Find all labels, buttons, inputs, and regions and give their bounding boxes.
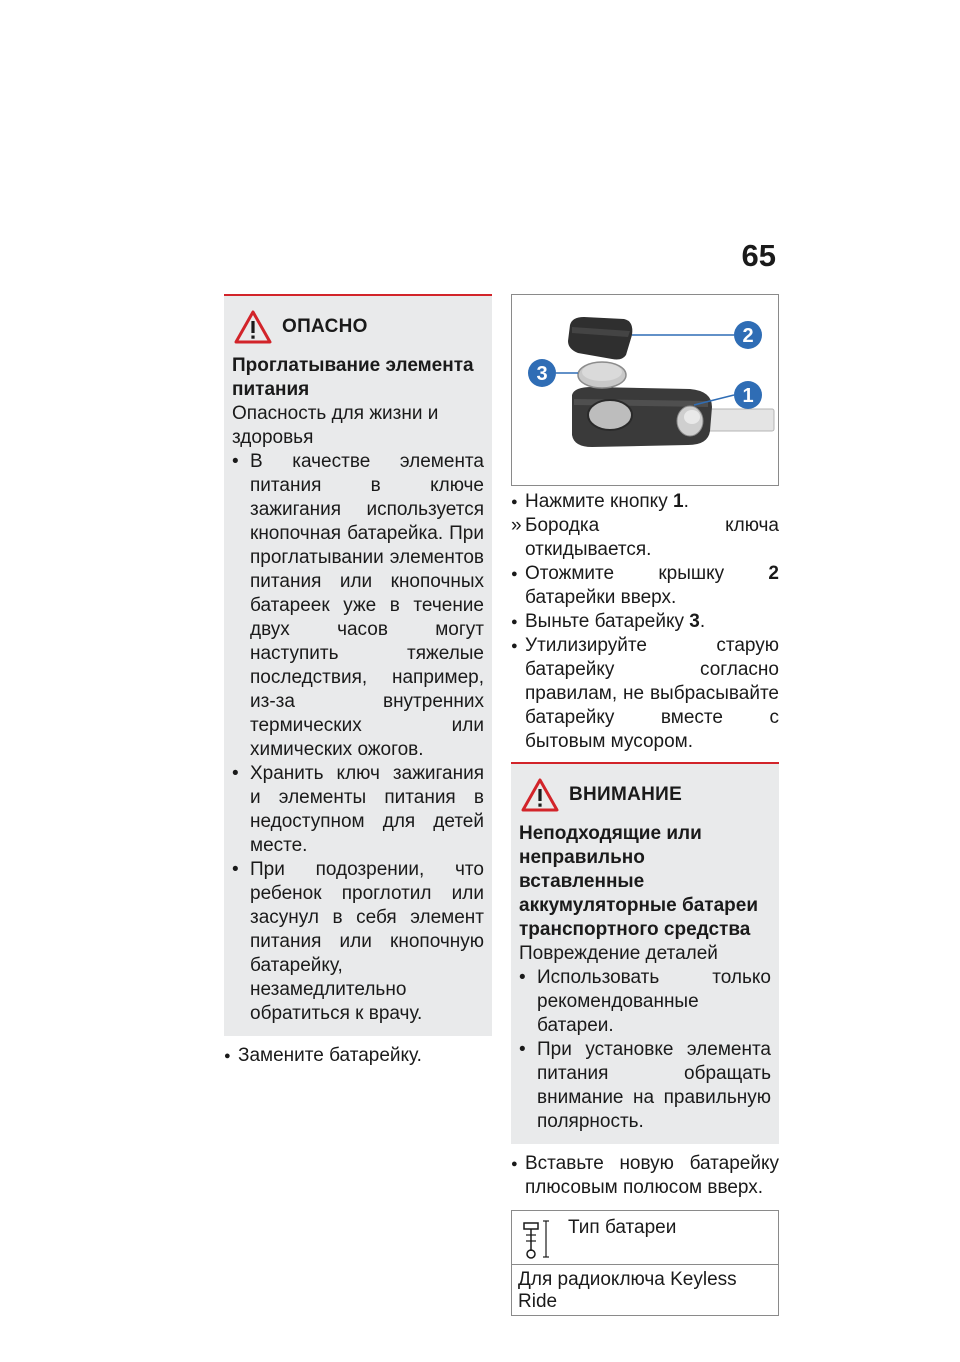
callout-3: 3 (536, 363, 548, 385)
caution-list (519, 966, 771, 1134)
caution-title: ВНИМАНИЕ (569, 784, 683, 805)
spec-value: Для радиоключа Keyless Ride (518, 1269, 737, 1312)
step-item: ● Замените батарейку. (224, 1044, 492, 1068)
right-steps (511, 490, 779, 754)
final-steps (511, 1152, 779, 1200)
caution-header (519, 778, 771, 812)
list-item: • Хранить ключ зажигания и элементы питания в недоступном для детей месте. (232, 762, 484, 858)
result-item: » Бородка ключа откидывается. (511, 514, 779, 562)
page-number: 65 (741, 238, 776, 273)
spec-label: Тип батареи (568, 1217, 677, 1238)
step-item: ● Выньте батарейку 3. (511, 610, 779, 634)
left-steps (224, 1044, 492, 1068)
list-item: • В качестве элемента питания в ключе зажигания используется кнопочная батарейка. При проглатывании элементов питания или кнопочных батареек уже в течение двух часов могут наступить тяжелые последствия, например, из-за внутренних термических или химических ожогов. (232, 450, 484, 762)
step-item: ● Вставьте новую батарейку плюсовым полюсом вверх. (511, 1152, 779, 1200)
key-battery-diagram (511, 294, 779, 486)
danger-title: ОПАСНО (282, 316, 368, 337)
caution-subtitle: Неподходящие или неправильно вставленные аккумуляторные батареи транспортного средства (519, 823, 759, 940)
warning-triangle-icon (521, 778, 559, 812)
caution-box (511, 762, 779, 1144)
battery-spec-table (511, 1210, 779, 1316)
step-item: ● Нажмите кнопку 1. (511, 490, 779, 514)
left-column (224, 294, 492, 1068)
spec-header (512, 1211, 778, 1265)
danger-header (232, 310, 484, 344)
step-item: ● Утилизируйте старую батарейку согласно правилам, не выбрасывайте батарейку вместе с бытовым мусором. (511, 634, 779, 754)
step-item: ● Отожмите крышку 2 батарейки вверх. (511, 562, 779, 610)
caution-description: Повреждение деталей (519, 943, 718, 964)
battery-type-icon (520, 1217, 554, 1261)
danger-subtitle: Проглатывание элемента питания (232, 355, 474, 400)
callout-2: 2 (742, 325, 754, 347)
list-item: • При подозрении, что ребенок проглотил или засунул в себя элемент питания или кнопочную батарейку, незамедлительно обратиться к врачу. (232, 858, 484, 1026)
danger-description: Опасность для жизни и здоровья (232, 403, 439, 448)
right-column (511, 294, 779, 1316)
list-item: • Использовать только рекомендованные батареи. (519, 966, 771, 1038)
key-illustration (512, 295, 780, 487)
list-item: • При установке элемента питания обращать внимание на правильную полярность. (519, 1038, 771, 1134)
danger-list (232, 450, 484, 1026)
danger-box (224, 294, 492, 1036)
callout-1: 1 (742, 385, 754, 407)
warning-triangle-icon (234, 310, 272, 344)
